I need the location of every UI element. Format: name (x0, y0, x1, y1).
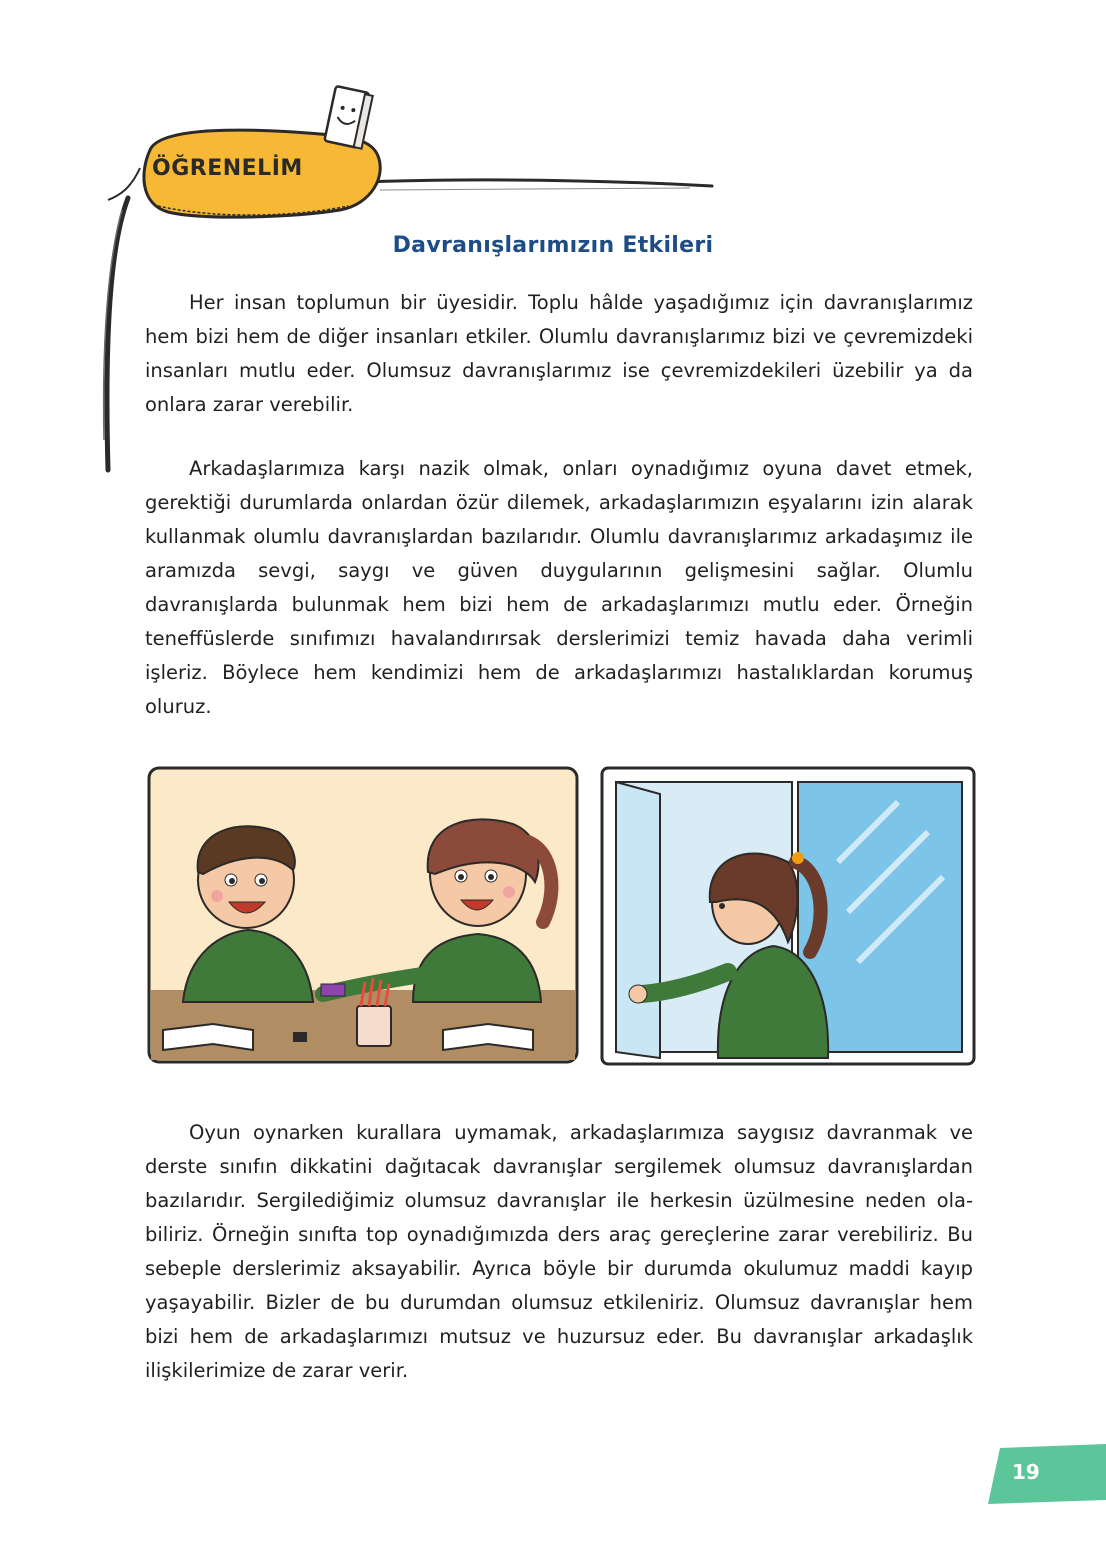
paragraph-3: Oyun oynarken kurallara uymamak, arkadaşlarımıza saygısız davranmak ve derste sınıfın dikkatini dağıtacak davranışlar sergilemek olumsuz davranışlardan bazılarıdır. Sergilediğimiz olumsuz davranışlar ile herkesin üzülmesine neden olabiliriz. Örneğin sınıfta top oynadığımızda ders araç gereçlerine zarar verebiliriz. Bu sebeple derslerimiz aksayabilir. Ayrıca böyle bir durumda okulumuz maddi kayıp yaşayabilir. Bizler de bu durumdan olumsuz etkileniriz. Olumsuz davranışlar hem bizi hem de arkadaşlarımızı mutsuz ve huzursuz eder. Bu davranışlar arkadaşlık ilişkilerimize de zarar verir. (145, 1121, 973, 1382)
page-number-tab (988, 1444, 1106, 1504)
paragraph-1: Her insan toplumun bir üyesidir. Toplu hâlde yaşadığımız için davranışlarımız hem bizi hem de diğer insanları etkiler. Olumlu davranışlarımız bizi ve çevremizdeki insanları mutlu eder. Olumsuz davranışlarımız ise çevremizdekileri üzebilir ya da onlara zarar verebilir. (145, 291, 973, 416)
badge-label: ÖĞRENELİM (152, 156, 303, 181)
children-sharing-crayons-illustration (143, 762, 583, 1072)
paragraph-2: Arkadaşlarımıza karşı nazik olmak, onları oynadığımız oyuna davet etmek, gerektiği durumlarda onlardan özür dilemek, arkadaşlarımızın eşyalarını izin alarak kullanmak olumlu davranışlardan bazılarıdır. Olumlu davranışlarımız arkadaşımız ile aramızda sevgi, saygı ve güven duygularının gelişmesini sağlar. Olumlu davranışlarda bulunmak hem bizi hem de arkadaşlarımızı mutlu eder. Örneğin teneffüslerde sınıfımızı havalandırırsak derslerimizi temiz havada daha verimli işleriz. Böylece hem kendimizi hem de arkadaşlarımızı hastalıklardan korumuş oluruz. (145, 457, 973, 718)
page-number: 19 (1012, 1460, 1040, 1484)
page-title: Davranışlarımızın Etkileri (392, 233, 714, 258)
smiling-book-icon (324, 86, 373, 149)
girl-opening-window-illustration (598, 762, 978, 1072)
